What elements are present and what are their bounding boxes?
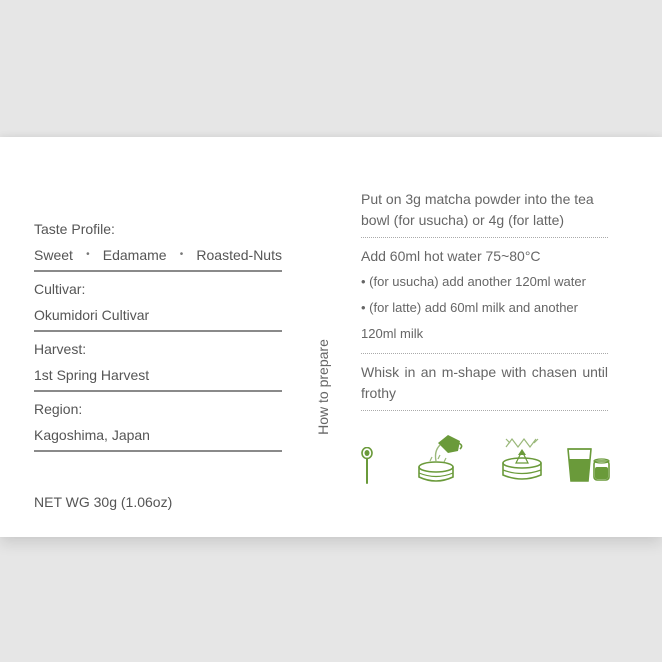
step-2-main: Add 60ml hot water 75~80°C xyxy=(361,248,541,264)
preparation-steps xyxy=(361,189,608,419)
taste-item: Roasted-Nuts xyxy=(196,247,282,263)
preparation-icons xyxy=(358,433,613,485)
harvest-value: 1st Spring Harvest xyxy=(34,366,282,392)
region-label: Region: xyxy=(34,401,83,417)
taste-profile-label: Taste Profile: xyxy=(34,221,115,237)
label-card xyxy=(0,137,662,537)
region-value: Kagoshima, Japan xyxy=(34,426,282,452)
tea-info-panel xyxy=(34,220,282,460)
how-to-prepare-label: How to prepare xyxy=(315,339,331,435)
cultivar-section xyxy=(34,280,282,332)
net-weight: NET WG 30g (1.06oz) xyxy=(34,494,173,510)
step-2-bullet-usucha: • (for usucha) add another 120ml water xyxy=(361,274,586,289)
taste-profile-values xyxy=(34,246,282,272)
cultivar-label: Cultivar: xyxy=(34,281,86,297)
pour-water-bowl-icon xyxy=(414,433,466,485)
harvest-label: Harvest: xyxy=(34,341,87,357)
latte-glass-and-cup-icon xyxy=(566,443,612,485)
spoon-icon xyxy=(360,447,374,485)
taste-item: Edamame xyxy=(102,247,167,263)
step-2 xyxy=(361,246,608,354)
separator-dot: • xyxy=(179,249,184,260)
cultivar-value: Okumidori Cultivar xyxy=(34,306,282,332)
taste-item: Sweet xyxy=(34,247,73,263)
harvest-section xyxy=(34,340,282,392)
step-3: Whisk in an m-shape with chasen until frothy xyxy=(361,362,608,411)
step-1: Put on 3g matcha powder into the tea bowl (for usucha) or 4g (for latte) xyxy=(361,189,608,238)
separator-dot: • xyxy=(86,249,90,260)
whisk-bowl-icon xyxy=(496,433,550,485)
region-section xyxy=(34,400,282,452)
taste-profile-section xyxy=(34,220,282,272)
step-2-bullet-latte: • (for latte) add 60ml milk and another 120ml milk xyxy=(361,300,578,341)
